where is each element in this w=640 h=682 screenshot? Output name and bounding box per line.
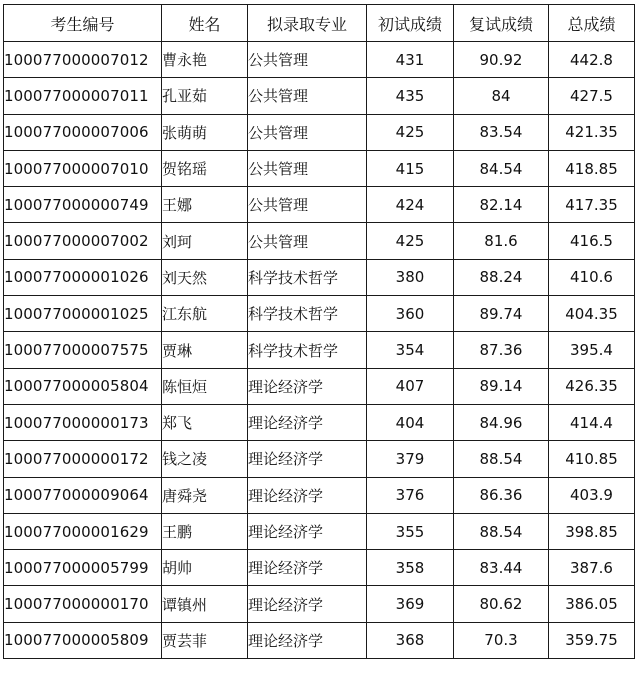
cell-exam-id: 100077000007006 bbox=[4, 114, 162, 150]
cell-exam-id: 100077000007002 bbox=[4, 223, 162, 259]
table-row bbox=[4, 42, 635, 78]
cell-total-score: 427.5 bbox=[549, 78, 635, 114]
cell-exam-id: 100077000005799 bbox=[4, 550, 162, 586]
cell-major: 理论经济学 bbox=[248, 404, 367, 440]
cell-initial-score: 360 bbox=[367, 296, 454, 332]
table-row bbox=[4, 296, 635, 332]
cell-name: 谭镇州 bbox=[162, 586, 248, 622]
cell-total-score: 418.85 bbox=[549, 150, 635, 186]
cell-retest-score: 70.3 bbox=[454, 622, 549, 658]
cell-exam-id: 100077000000172 bbox=[4, 441, 162, 477]
table-row bbox=[4, 550, 635, 586]
cell-total-score: 387.6 bbox=[549, 550, 635, 586]
cell-total-score: 359.75 bbox=[549, 622, 635, 658]
cell-total-score: 410.85 bbox=[549, 441, 635, 477]
cell-total-score: 404.35 bbox=[549, 296, 635, 332]
cell-exam-id: 100077000007012 bbox=[4, 42, 162, 78]
cell-major: 公共管理 bbox=[248, 187, 367, 223]
table-row bbox=[4, 78, 635, 114]
table-row bbox=[4, 441, 635, 477]
cell-retest-score: 84.54 bbox=[454, 150, 549, 186]
cell-major: 理论经济学 bbox=[248, 513, 367, 549]
cell-total-score: 386.05 bbox=[549, 586, 635, 622]
cell-major: 科学技术哲学 bbox=[248, 259, 367, 295]
table-row bbox=[4, 404, 635, 440]
cell-exam-id: 100077000001026 bbox=[4, 259, 162, 295]
cell-retest-score: 89.14 bbox=[454, 368, 549, 404]
cell-exam-id: 100077000007575 bbox=[4, 332, 162, 368]
table-row bbox=[4, 622, 635, 658]
cell-total-score: 416.5 bbox=[549, 223, 635, 259]
cell-initial-score: 431 bbox=[367, 42, 454, 78]
cell-exam-id: 100077000000173 bbox=[4, 404, 162, 440]
cell-retest-score: 83.44 bbox=[454, 550, 549, 586]
cell-major: 理论经济学 bbox=[248, 622, 367, 658]
cell-major: 理论经济学 bbox=[248, 368, 367, 404]
cell-initial-score: 424 bbox=[367, 187, 454, 223]
cell-initial-score: 358 bbox=[367, 550, 454, 586]
cell-retest-score: 82.14 bbox=[454, 187, 549, 223]
cell-retest-score: 88.54 bbox=[454, 441, 549, 477]
cell-initial-score: 355 bbox=[367, 513, 454, 549]
cell-initial-score: 404 bbox=[367, 404, 454, 440]
cell-name: 张萌萌 bbox=[162, 114, 248, 150]
cell-initial-score: 354 bbox=[367, 332, 454, 368]
cell-name: 陈恒烜 bbox=[162, 368, 248, 404]
cell-initial-score: 425 bbox=[367, 223, 454, 259]
cell-name: 贾芸菲 bbox=[162, 622, 248, 658]
table-row bbox=[4, 259, 635, 295]
cell-total-score: 421.35 bbox=[549, 114, 635, 150]
cell-initial-score: 407 bbox=[367, 368, 454, 404]
cell-retest-score: 88.54 bbox=[454, 513, 549, 549]
table-row bbox=[4, 513, 635, 549]
cell-retest-score: 86.36 bbox=[454, 477, 549, 513]
header-exam-id: 考生编号 bbox=[4, 5, 162, 42]
cell-initial-score: 380 bbox=[367, 259, 454, 295]
cell-exam-id: 100077000007011 bbox=[4, 78, 162, 114]
cell-exam-id: 100077000009064 bbox=[4, 477, 162, 513]
cell-exam-id: 100077000007010 bbox=[4, 150, 162, 186]
table-row bbox=[4, 332, 635, 368]
cell-retest-score: 90.92 bbox=[454, 42, 549, 78]
cell-initial-score: 379 bbox=[367, 441, 454, 477]
cell-retest-score: 81.6 bbox=[454, 223, 549, 259]
cell-major: 理论经济学 bbox=[248, 477, 367, 513]
header-retest-score: 复试成绩 bbox=[454, 5, 549, 42]
cell-total-score: 398.85 bbox=[549, 513, 635, 549]
cell-major: 理论经济学 bbox=[248, 441, 367, 477]
cell-retest-score: 84.96 bbox=[454, 404, 549, 440]
admission-table bbox=[3, 4, 635, 659]
cell-name: 郑飞 bbox=[162, 404, 248, 440]
cell-exam-id: 100077000001629 bbox=[4, 513, 162, 549]
cell-major: 科学技术哲学 bbox=[248, 296, 367, 332]
table-row bbox=[4, 150, 635, 186]
table-row bbox=[4, 477, 635, 513]
cell-name: 贺铭瑶 bbox=[162, 150, 248, 186]
cell-retest-score: 89.74 bbox=[454, 296, 549, 332]
cell-exam-id: 100077000000170 bbox=[4, 586, 162, 622]
cell-retest-score: 84 bbox=[454, 78, 549, 114]
cell-retest-score: 83.54 bbox=[454, 114, 549, 150]
cell-major: 理论经济学 bbox=[248, 586, 367, 622]
cell-name: 孔亚茹 bbox=[162, 78, 248, 114]
cell-retest-score: 88.24 bbox=[454, 259, 549, 295]
cell-major: 公共管理 bbox=[248, 78, 367, 114]
header-row bbox=[4, 5, 635, 42]
table-row bbox=[4, 114, 635, 150]
table-row bbox=[4, 223, 635, 259]
cell-name: 刘珂 bbox=[162, 223, 248, 259]
cell-name: 贾琳 bbox=[162, 332, 248, 368]
cell-name: 钱之凌 bbox=[162, 441, 248, 477]
cell-total-score: 442.8 bbox=[549, 42, 635, 78]
table-row bbox=[4, 586, 635, 622]
cell-major: 公共管理 bbox=[248, 42, 367, 78]
cell-initial-score: 425 bbox=[367, 114, 454, 150]
cell-major: 公共管理 bbox=[248, 223, 367, 259]
cell-name: 刘天然 bbox=[162, 259, 248, 295]
cell-major: 公共管理 bbox=[248, 150, 367, 186]
cell-total-score: 403.9 bbox=[549, 477, 635, 513]
cell-initial-score: 415 bbox=[367, 150, 454, 186]
table-row bbox=[4, 368, 635, 404]
cell-initial-score: 435 bbox=[367, 78, 454, 114]
cell-major: 理论经济学 bbox=[248, 550, 367, 586]
cell-total-score: 410.6 bbox=[549, 259, 635, 295]
header-major: 拟录取专业 bbox=[248, 5, 367, 42]
cell-total-score: 414.4 bbox=[549, 404, 635, 440]
cell-major: 科学技术哲学 bbox=[248, 332, 367, 368]
cell-name: 王娜 bbox=[162, 187, 248, 223]
cell-name: 曹永艳 bbox=[162, 42, 248, 78]
cell-retest-score: 80.62 bbox=[454, 586, 549, 622]
header-total-score: 总成绩 bbox=[549, 5, 635, 42]
cell-exam-id: 100077000005809 bbox=[4, 622, 162, 658]
header-name: 姓名 bbox=[162, 5, 248, 42]
cell-total-score: 395.4 bbox=[549, 332, 635, 368]
cell-initial-score: 369 bbox=[367, 586, 454, 622]
cell-name: 王鹏 bbox=[162, 513, 248, 549]
cell-exam-id: 100077000001025 bbox=[4, 296, 162, 332]
cell-name: 唐舜尧 bbox=[162, 477, 248, 513]
table-row bbox=[4, 187, 635, 223]
cell-total-score: 417.35 bbox=[549, 187, 635, 223]
cell-name: 江东航 bbox=[162, 296, 248, 332]
cell-exam-id: 100077000000749 bbox=[4, 187, 162, 223]
cell-retest-score: 87.36 bbox=[454, 332, 549, 368]
cell-initial-score: 376 bbox=[367, 477, 454, 513]
cell-initial-score: 368 bbox=[367, 622, 454, 658]
cell-major: 公共管理 bbox=[248, 114, 367, 150]
cell-total-score: 426.35 bbox=[549, 368, 635, 404]
header-initial-score: 初试成绩 bbox=[367, 5, 454, 42]
cell-name: 胡帅 bbox=[162, 550, 248, 586]
cell-exam-id: 100077000005804 bbox=[4, 368, 162, 404]
